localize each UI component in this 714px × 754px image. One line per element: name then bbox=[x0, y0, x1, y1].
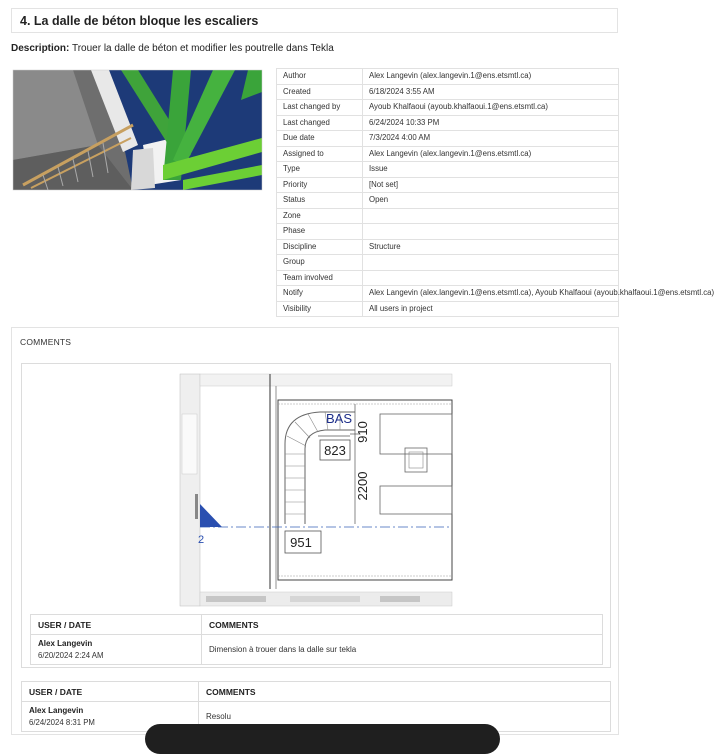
property-row bbox=[277, 224, 619, 240]
col-user-date: USER / DATE bbox=[22, 682, 199, 702]
property-row bbox=[277, 270, 619, 286]
comment-user: Alex Langevin bbox=[38, 639, 93, 648]
comments-section-header bbox=[11, 327, 619, 355]
property-row bbox=[277, 239, 619, 255]
property-value: Ayoub Khalfaoui (ayoub.khalfaoui.1@ens.etsmtl.ca) bbox=[363, 100, 619, 116]
property-key: Author bbox=[277, 69, 363, 85]
property-row bbox=[277, 131, 619, 147]
property-value: 6/18/2024 3:55 AM bbox=[363, 84, 619, 100]
floor-plan-drawing bbox=[180, 374, 452, 606]
property-key: Created bbox=[277, 84, 363, 100]
comment-attachment-image[interactable] bbox=[180, 374, 452, 606]
property-value: Alex Langevin (alex.langevin.1@ens.etsmtl.ca) bbox=[363, 69, 619, 85]
property-value: All users in project bbox=[363, 301, 619, 317]
property-row bbox=[277, 84, 619, 100]
model-view-image bbox=[13, 70, 262, 190]
floating-toolbar[interactable] bbox=[145, 724, 500, 754]
property-row bbox=[277, 193, 619, 209]
issue-properties-table bbox=[276, 68, 714, 317]
property-value: Structure bbox=[363, 239, 619, 255]
plan-label-2200: 2200 bbox=[355, 471, 370, 501]
property-row bbox=[277, 162, 619, 178]
property-key: Discipline bbox=[277, 239, 363, 255]
plan-label-bas: BAS bbox=[326, 411, 353, 426]
plan-label-951: 951 bbox=[290, 535, 312, 550]
issue-title-box bbox=[11, 8, 618, 33]
issue-title: 4. La dalle de béton bloque les escaliers bbox=[20, 14, 259, 28]
comment-table-1 bbox=[30, 614, 603, 665]
issue-3d-snapshot[interactable] bbox=[13, 70, 262, 190]
description-label: Description: bbox=[11, 43, 70, 54]
property-row bbox=[277, 255, 619, 271]
comment-text: Resolu bbox=[199, 702, 611, 732]
property-key: Last changed by bbox=[277, 100, 363, 116]
col-user-date: USER / DATE bbox=[31, 615, 202, 635]
property-value: Alex Langevin (alex.langevin.1@ens.etsmtl.ca), Ayoub Khalfaoui (ayoub.khalfaoui.1@ens.etsmtl.ca) bbox=[363, 286, 619, 302]
property-key: Status bbox=[277, 193, 363, 209]
property-value bbox=[363, 224, 619, 240]
property-value: 7/3/2024 4:00 AM bbox=[363, 131, 619, 147]
comment-user: Alex Langevin bbox=[29, 706, 84, 715]
property-key: Visibility bbox=[277, 301, 363, 317]
property-row bbox=[277, 286, 619, 302]
property-row bbox=[277, 115, 619, 131]
description-text: Trouer la dalle de béton et modifier les poutrelle dans Tekla bbox=[71, 43, 334, 54]
property-key: Priority bbox=[277, 177, 363, 193]
comment-date: 6/24/2024 8:31 PM bbox=[29, 718, 95, 727]
property-key: Assigned to bbox=[277, 146, 363, 162]
property-key: Group bbox=[277, 255, 363, 271]
plan-label-823: 823 bbox=[324, 443, 346, 458]
property-value bbox=[363, 208, 619, 224]
property-value: Open bbox=[363, 193, 619, 209]
property-row bbox=[277, 208, 619, 224]
plan-label-2: 2 bbox=[198, 534, 205, 546]
property-value bbox=[363, 255, 619, 271]
plan-label-910: 910 bbox=[355, 421, 370, 443]
issue-description bbox=[11, 43, 334, 54]
property-value: 6/24/2024 10:33 PM bbox=[363, 115, 619, 131]
comment-date: 6/20/2024 2:24 AM bbox=[38, 651, 104, 660]
property-key: Due date bbox=[277, 131, 363, 147]
property-row bbox=[277, 146, 619, 162]
property-row bbox=[277, 69, 619, 85]
comment-row bbox=[31, 635, 603, 665]
property-value: Issue bbox=[363, 162, 619, 178]
property-key: Zone bbox=[277, 208, 363, 224]
comment-text: Dimension à trouer dans la dalle sur tekla bbox=[202, 635, 603, 665]
property-value: Alex Langevin (alex.langevin.1@ens.etsmtl.ca) bbox=[363, 146, 619, 162]
property-key: Phase bbox=[277, 224, 363, 240]
comments-heading: COMMENTS bbox=[20, 337, 72, 347]
property-key: Last changed bbox=[277, 115, 363, 131]
property-row bbox=[277, 100, 619, 116]
property-value bbox=[363, 270, 619, 286]
col-comments: COMMENTS bbox=[199, 682, 611, 702]
col-comments: COMMENTS bbox=[202, 615, 603, 635]
property-key: Team involved bbox=[277, 270, 363, 286]
property-value: [Not set] bbox=[363, 177, 619, 193]
property-row bbox=[277, 301, 619, 317]
property-key: Notify bbox=[277, 286, 363, 302]
property-key: Type bbox=[277, 162, 363, 178]
property-row bbox=[277, 177, 619, 193]
